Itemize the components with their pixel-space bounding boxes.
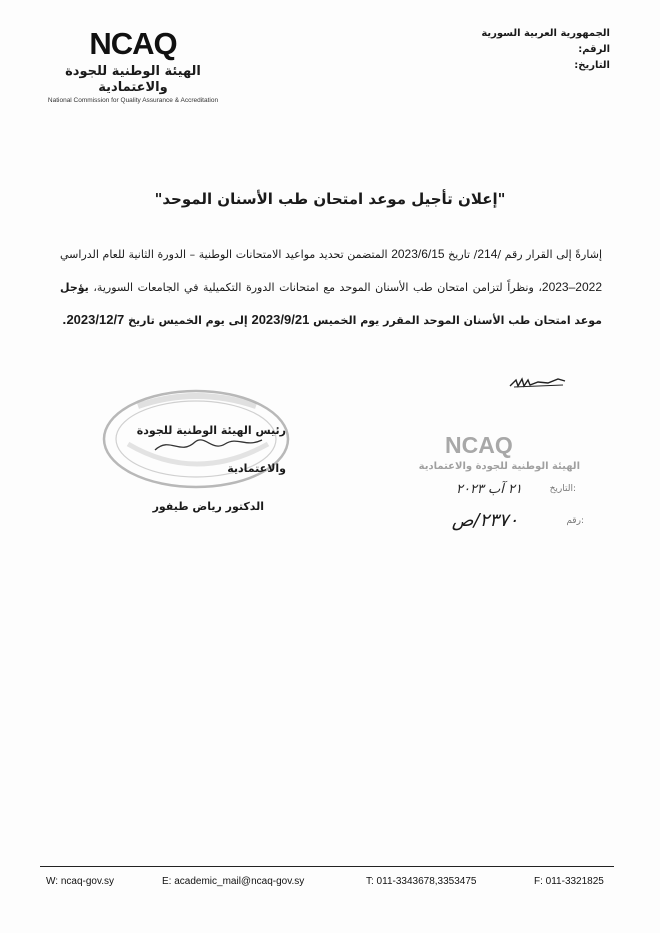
stamp-org-name: الهيئة الوطنية للجودة والاعتمادية [418, 461, 580, 472]
footer-website: W: ncaq-gov.sy [46, 876, 114, 887]
stamp-number-value: ٢٣٧٠/ص [451, 510, 519, 531]
announcement-title: "إعلان تأجيل موعد امتحان طب الأسنان الموحد" [154, 190, 506, 208]
stamp-number-label: رقم: [566, 516, 584, 526]
new-exam-date: 2023/12/7 [66, 312, 125, 327]
registration-stamp [400, 426, 590, 546]
original-exam-date: 2023/9/21 [251, 312, 310, 327]
body-text-part: ، ونظراً لتزامن امتحان طب الأسنان الموحد مع امتحانات الدورة التكميلية في الجامعات السورية، [88, 281, 542, 294]
signer-role: رئيس الهيئة الوطنية للجودة والاعتمادية [136, 424, 286, 475]
footer-divider [40, 866, 614, 867]
org-name-english: National Commission for Quality Assurance & Accreditation [47, 97, 219, 104]
body-text-part: المتضمن تحديد مواعيد الامتحانات الوطنية – الدورة الثانية للعام الدراسي [60, 248, 392, 261]
handwritten-signature-icon [150, 430, 270, 460]
reference-label: الرقم: [578, 44, 610, 55]
initial-scribble-icon [508, 372, 568, 392]
decision-number: 214 [477, 247, 498, 261]
decision-date: 2023/6/15 [391, 247, 445, 261]
academic-year: 2022–2023 [541, 280, 602, 294]
body-end: . [62, 314, 67, 327]
footer-telephone: T: 011-3343678,3353475 [366, 876, 477, 887]
body-text-part: إشارةً إلى القرار رقم / [497, 248, 602, 261]
announcement-body [60, 238, 602, 337]
logo-mark: NCAQ [89, 26, 177, 61]
body-text-part: / تاريخ [444, 248, 478, 261]
org-name-arabic: الهيئة الوطنية للجودة والاعتمادية [65, 64, 201, 95]
footer-email: E: academic_mail@ncaq-gov.sy [162, 876, 305, 887]
footer-fax: F: 011-3321825 [534, 876, 604, 887]
stamp-logo: NCAQ [445, 432, 513, 458]
country-name: الجمهورية العربية السورية [481, 28, 610, 39]
organization-logo [38, 28, 228, 104]
stamp-date-label: التاريخ: [549, 484, 576, 494]
postponement-statement: يؤجل موعد امتحان طب الأسنان الموحد المقرر يوم الخميس [60, 281, 602, 327]
letterhead-info [481, 26, 610, 74]
postponement-statement-cont: إلى يوم الخميس تاريخ [124, 314, 252, 327]
stamp-date-value: ٢١ آب ٢٠٢٣ [455, 482, 523, 497]
signer-name: الدكتور رياض طيفور [152, 500, 264, 513]
date-label: التاريخ: [574, 60, 610, 71]
